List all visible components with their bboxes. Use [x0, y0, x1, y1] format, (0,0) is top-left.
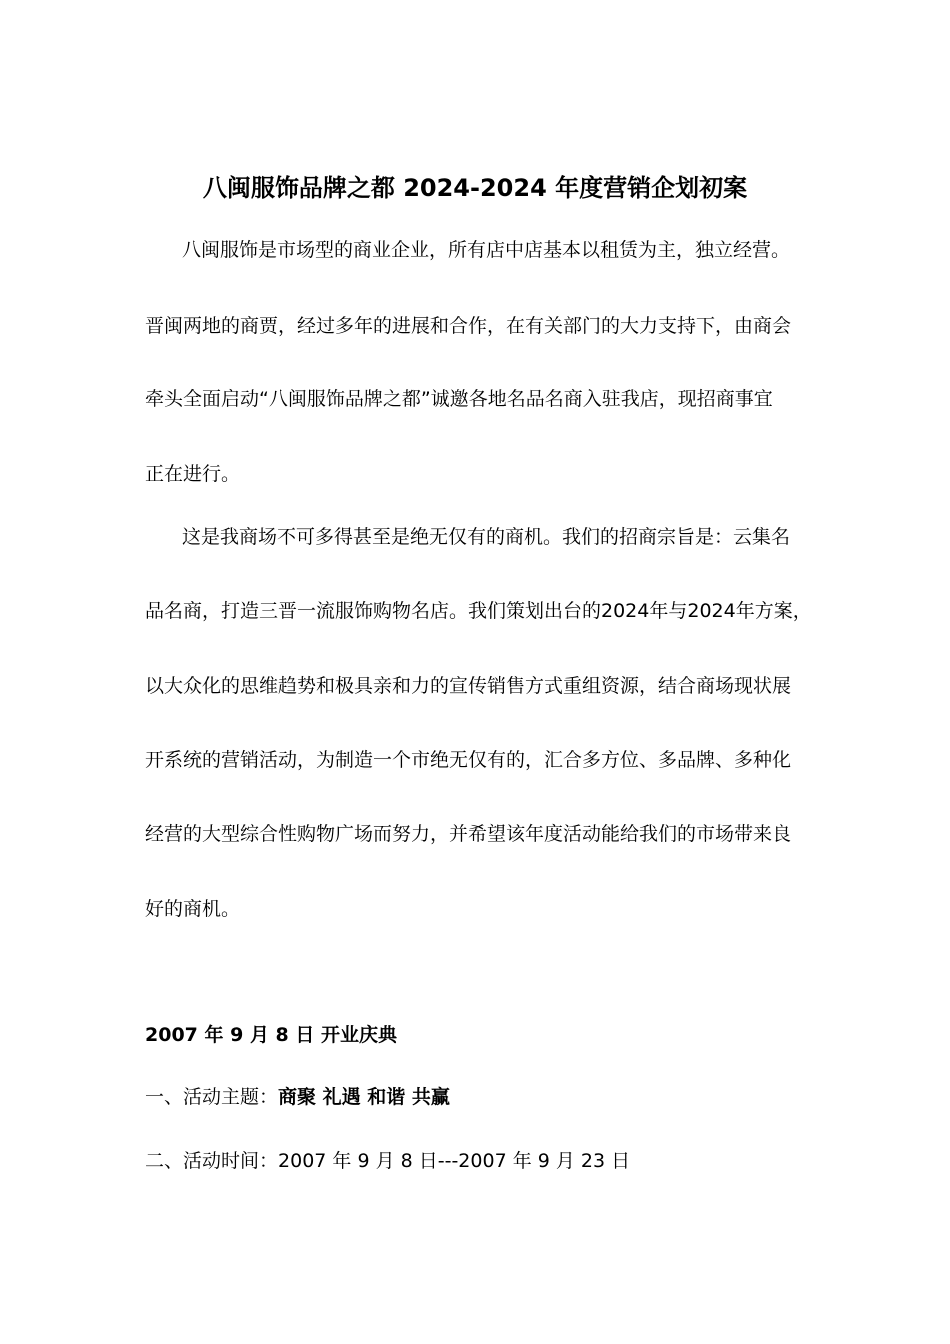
document-title: 八闽服饰品牌之都 2024-2024 年度营销企划初案 [202, 174, 748, 202]
paragraph-2-line-3: 以大众化的思维趋势和极具亲和力的宣传销售方式重组资源，结合商场现状展 [145, 675, 792, 697]
paragraph-2-line-5: 经营的大型综合性购物广场而努力，并希望该年度活动能给我们的市场带来良 [145, 823, 792, 845]
time-line [145, 1147, 825, 1175]
time-label: 二、活动时间： [145, 1150, 279, 1172]
paragraph-2-line-1: 这是我商场不可多得甚至是绝无仅有的商机。我们的招商宗旨是：云集名 [182, 526, 791, 548]
paragraph-2-line-6: 好的商机。 [145, 898, 241, 920]
time-value: 2007 年 9 月 8 日---2007 年 9 月 23 日 [278, 1150, 631, 1172]
theme-label: 一、活动主题： [145, 1086, 279, 1108]
paragraph-1-line-4: 正在进行。 [145, 463, 241, 485]
paragraph-1-line-1: 八闽服饰是市场型的商业企业，所有店中店基本以租赁为主，独立经营。 [182, 239, 791, 261]
theme-line [145, 1083, 825, 1111]
paragraph-2-line-4: 开系统的营销活动，为制造一个市绝无仅有的，汇合多方位、多品牌、多种化 [145, 749, 792, 771]
paragraph-1-line-3: 牵头全面启动“八闽服饰品牌之都”诚邀各地名品名商入驻我店，现招商事宜 [145, 388, 773, 410]
paragraph-1-line-2: 晋闽两地的商贾，经过多年的进展和合作，在有关部门的大力支持下，由商会 [145, 315, 792, 337]
event-heading: 2007 年 9 月 8 日 开业庆典 [145, 1024, 398, 1046]
paragraph-2-line-2: 品名商，打造三晋一流服饰购物名店。我们策划出台的2024年与2024年方案， [145, 600, 812, 622]
theme-value: 商聚 礼遇 和谐 共赢 [278, 1086, 450, 1108]
